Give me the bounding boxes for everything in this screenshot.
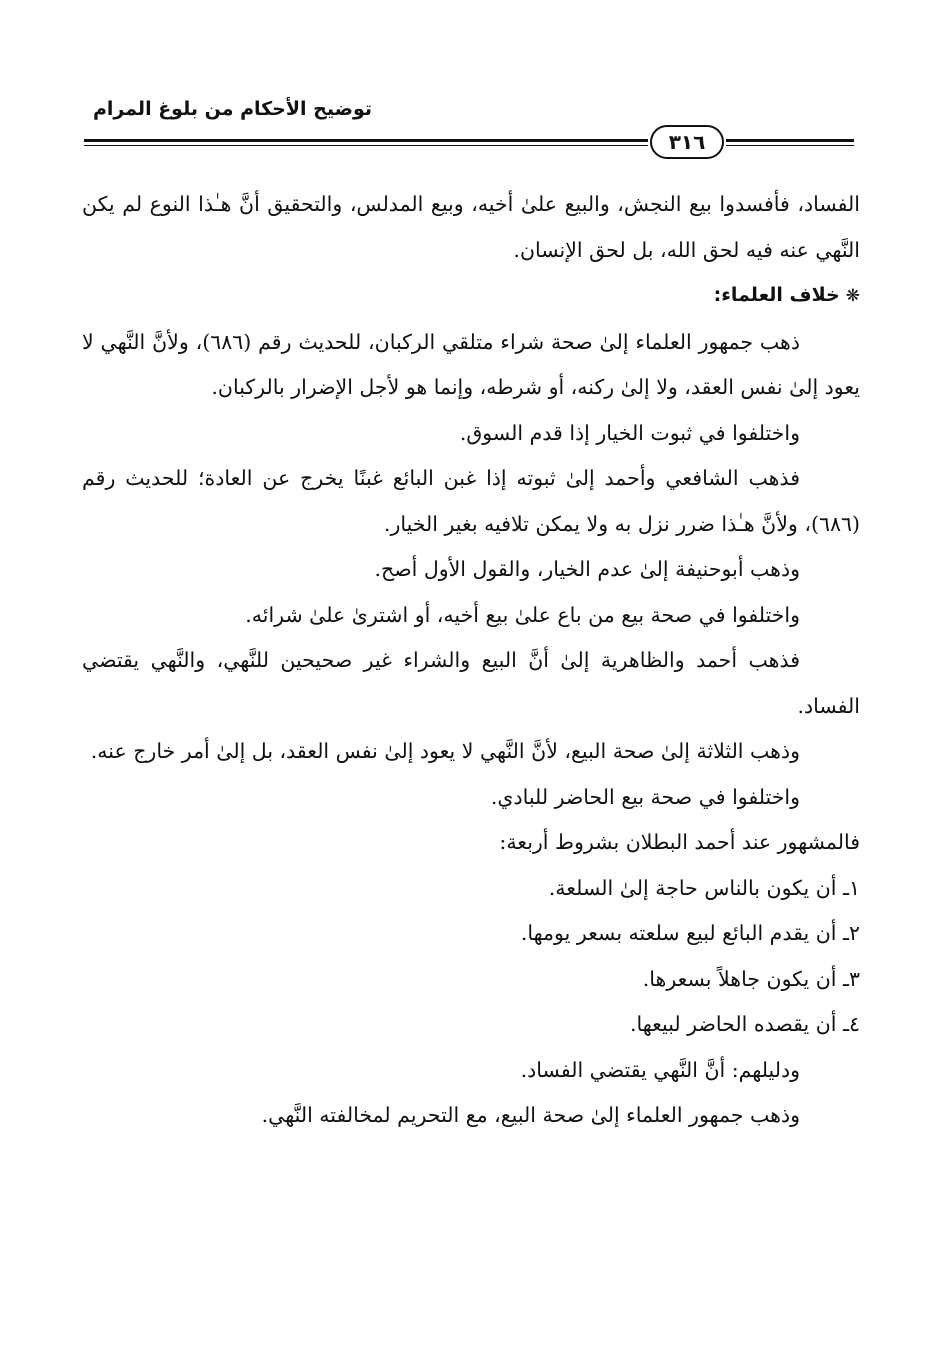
paragraph: واختلفوا في ثبوت الخيار إذا قدم السوق. bbox=[459, 420, 800, 445]
paragraph: وذهب الثلاثة إلىٰ صحة البيع، لأنَّ النَّهي لا يعود إلىٰ نفس العقد، بل إلىٰ أمر خارج عنه. bbox=[90, 739, 800, 763]
paragraph: ودليلهم: أنَّ النَّهي يقتضي الفساد. bbox=[520, 1057, 800, 1082]
list-item: ٣ـ أن يكون جاهلاً بسعرها. bbox=[642, 966, 860, 991]
paragraph: ذهب جمهور العلماء إلىٰ صحة شراء متلقي الركبان، للحديث رقم (٦٨٦)، ولأنَّ النَّهي لا يعود إلىٰ نفس العقد، ولا إلىٰ ركنه، أو شرطه، وإنما هو لأجل الإضرار بالركبان. bbox=[82, 329, 860, 399]
header-rule bbox=[726, 139, 854, 142]
running-header-title: توضيح الأحكام من بلوغ المرام bbox=[92, 98, 372, 120]
paragraph: واختلفوا في صحة بيع الحاضر للبادي. bbox=[490, 784, 800, 809]
list-item: ٤ـ أن يقصده الحاضر لبيعها. bbox=[629, 1012, 860, 1036]
body-text bbox=[82, 182, 860, 1139]
section-heading-text: خلاف العلماء: bbox=[713, 284, 840, 306]
list-item: ٢ـ أن يقدم البائع لبيع سلعته بسعر يومها. bbox=[520, 921, 860, 945]
star-icon: ❋ bbox=[845, 286, 860, 306]
paragraph: فالمشهور عند أحمد البطلان بشروط أربعة: bbox=[499, 830, 860, 854]
paragraph: وذهب أبوحنيفة إلىٰ عدم الخيار، والقول الأول أصح. bbox=[374, 557, 800, 581]
paragraph: وذهب جمهور العلماء إلىٰ صحة البيع، مع التحريم لمخالفته النَّهي. bbox=[261, 1103, 800, 1127]
paragraph: واختلفوا في صحة بيع من باع علىٰ بيع أخيه، أو اشترىٰ علىٰ شرائه. bbox=[245, 602, 800, 627]
header-rule bbox=[726, 145, 854, 146]
paragraph: فذهب أحمد والظاهرية إلىٰ أنَّ البيع والشراء غير صحيحين للنَّهي، والنَّهي يقتضي الفساد. bbox=[82, 648, 860, 718]
header-rule bbox=[84, 145, 648, 146]
paragraph: فذهب الشافعي وأحمد إلىٰ ثبوته إذا غبن البائع غبنًا يخرج عن العادة؛ للحديث رقم (٦٨٦)، ولأنَّ هـٰذا ضرر نزل به ولا يمكن تلافيه بغير الخيار. bbox=[82, 466, 860, 536]
header-rule bbox=[84, 139, 648, 142]
page-number: ٣١٦ bbox=[650, 125, 724, 159]
paragraph: الفساد، فأفسدوا بيع النجش، والبيع علىٰ أخيه، وبيع المدلس، والتحقيق أنَّ هـٰذا النوع لم يكن النَّهي عنه فيه لحق الله، بل لحق الإنسان. bbox=[82, 192, 860, 262]
section-heading bbox=[82, 273, 860, 320]
list-item: ١ـ أن يكون بالناس حاجة إلىٰ السلعة. bbox=[548, 875, 860, 900]
